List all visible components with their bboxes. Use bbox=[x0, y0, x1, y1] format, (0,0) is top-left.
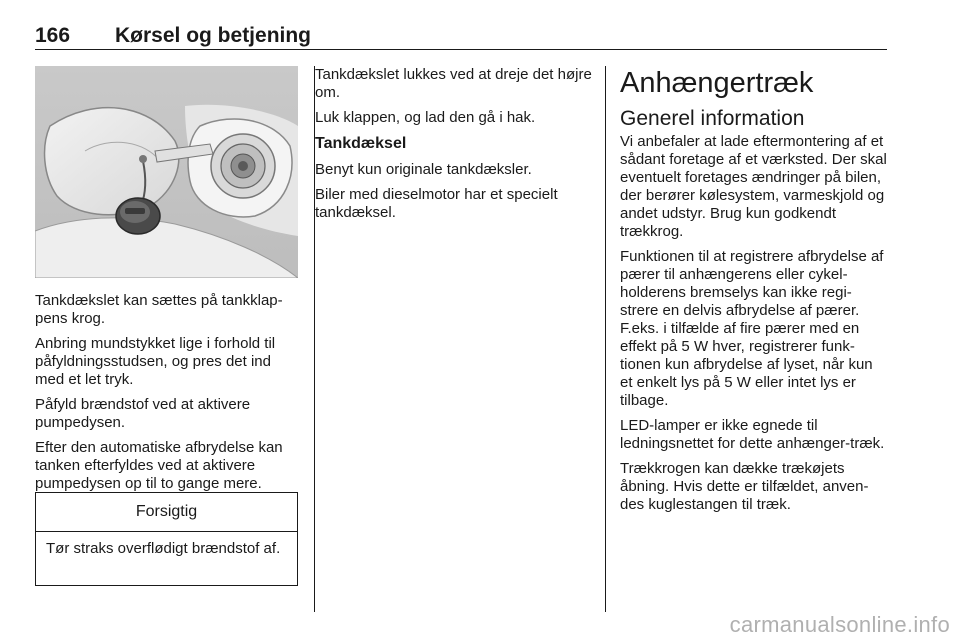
caution-box bbox=[35, 492, 298, 586]
section-heading: Anhængertræk bbox=[620, 67, 814, 99]
fuel-filler-illustration-svg bbox=[35, 66, 298, 278]
paragraph: Luk klappen, og lad den gå i hak. bbox=[315, 109, 536, 126]
section-subheading: Tankdæksel bbox=[315, 135, 407, 152]
column-middle bbox=[315, 66, 593, 229]
paragraph: Tankdækslet lukkes ved at dreje det højre om. bbox=[315, 66, 592, 101]
paragraph: Benyt kun originale tankdæksler. bbox=[315, 161, 532, 178]
page-number: 166 bbox=[35, 24, 71, 47]
page-header bbox=[35, 24, 887, 50]
paragraph: Tankdækslet kan sættes på tankklap-pens krog. bbox=[35, 292, 283, 327]
paragraph: LED-lamper er ikke egnede til ledningsnettet for dette anhænger-træk. bbox=[620, 417, 885, 452]
column-right bbox=[620, 66, 888, 521]
caution-text: Tør straks overflødigt brændstof af. bbox=[46, 540, 281, 557]
chapter-title: Kørsel og betjening bbox=[115, 24, 312, 47]
column-left bbox=[35, 292, 300, 500]
column-divider bbox=[605, 66, 606, 612]
header-rule bbox=[35, 49, 887, 50]
paragraph: Anbring mundstykket lige i forhold til påfyldningsstudsen, og pres det ind med et let tryk. bbox=[35, 335, 276, 388]
paragraph: Trækkrogen kan dække trækøjets åbning. Hvis dette er tilfældet, anven-des kuglestangen til træk. bbox=[620, 460, 869, 513]
watermark: carmanualsonline.info bbox=[729, 612, 950, 637]
paragraph: Funktionen til at registrere afbrydelse af pærer til anhængerens eller cykel-holderens bremselys kan ikke regi-strere en delvis afbrydelse af pærer. F.eks. i tilfælde af fire pærer med en effekt på 5 W hver, registrerer funk-tionen kun afbrydelse af lyset, når kun et enkelt lys på 5 W eller intet lys er tilbage. bbox=[620, 248, 884, 409]
paragraph: Påfyld brændstof ved at aktivere pumpedysen. bbox=[35, 396, 251, 431]
paragraph: Biler med dieselmotor har et specielt tankdæksel. bbox=[315, 186, 558, 221]
paragraph: Efter den automatiske afbrydelse kan tanken efterfyldes ved at aktivere pumpedysen op til to gange mere. bbox=[35, 439, 283, 492]
caution-title: Forsigtig bbox=[36, 493, 297, 532]
section-subheading: Generel information bbox=[620, 107, 805, 130]
paragraph: Vi anbefaler at lade eftermontering af et sådant foretage af et værksted. Der skal eventuelt foretages ændringer på bilen, der berører kølesystem, varmeskjold og andet udstyr. Brug kun godkendt trækkrog. bbox=[620, 133, 887, 240]
fuel-filler-flap-illustration bbox=[35, 66, 298, 278]
